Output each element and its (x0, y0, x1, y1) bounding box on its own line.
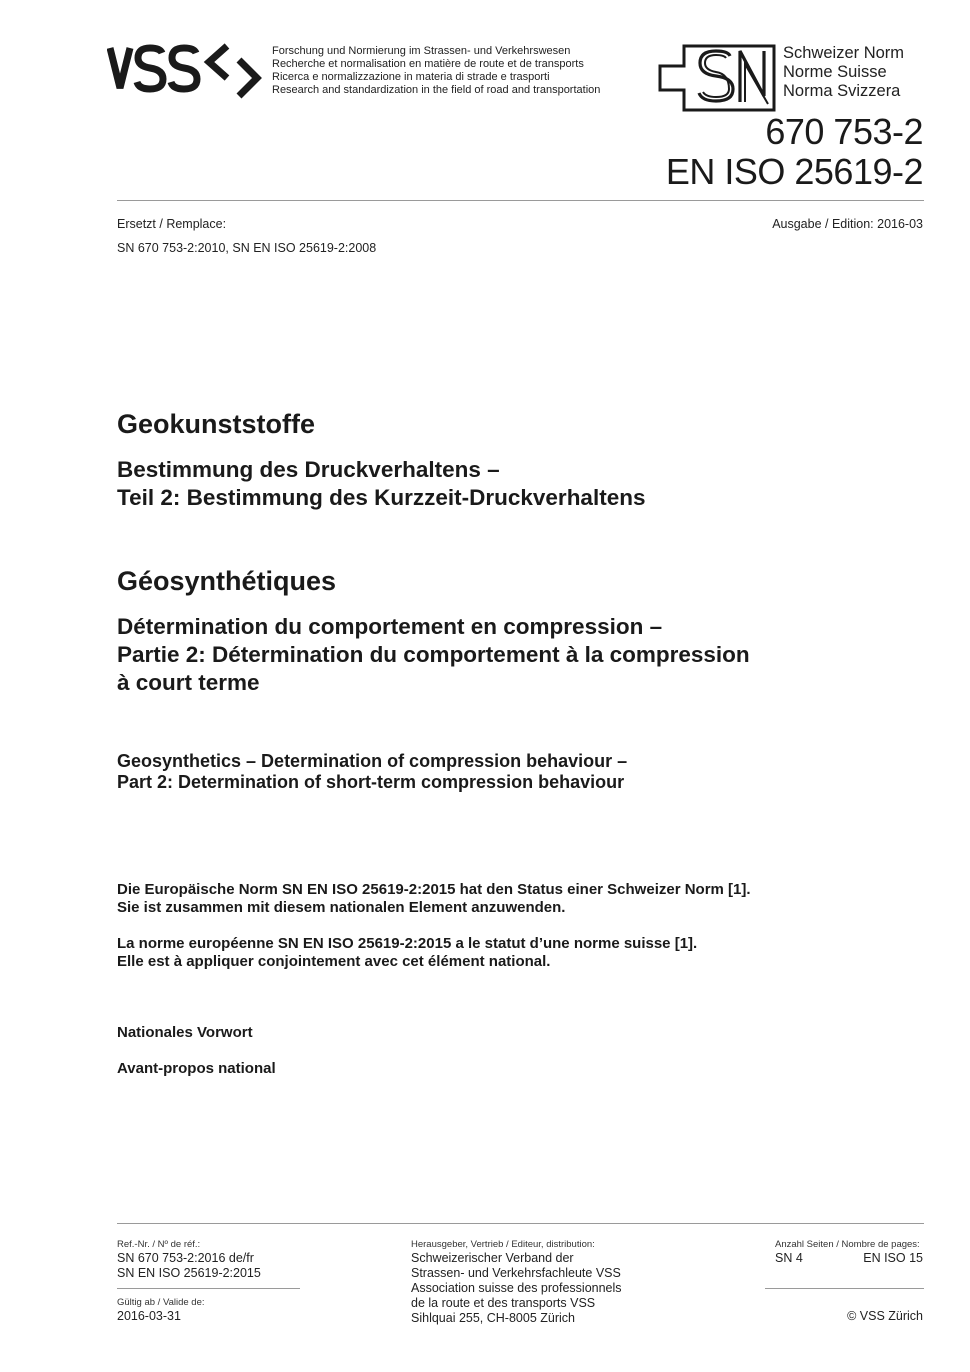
en-iso-standard-number: EN ISO 25619-2 (665, 151, 923, 192)
valid-value: 2016-03-31 (117, 1309, 181, 1323)
vss-logo (107, 40, 267, 102)
pages-en: EN ISO 15 (863, 1251, 923, 1265)
title-de-sub (117, 456, 645, 512)
sn-name-de: Schweizer Norm (783, 44, 905, 62)
footer-validity (117, 1297, 205, 1324)
title-en-line-1: Geosynthetics – Determination of compression behaviour – (117, 751, 628, 771)
sn-name-it: Norma Svizzera (783, 82, 901, 100)
ref-label: Ref.-Nr. / Nº de réf.: (117, 1239, 201, 1250)
replaces-value: SN 670 753-2:2010, SN EN ISO 25619-2:2008 (117, 241, 377, 255)
tagline-line-en: Research and standardization in the field of road and transportation (272, 84, 601, 96)
footer-pages-divider (765, 1288, 924, 1289)
title-fr-sub-line-3: à court terme (117, 670, 260, 695)
notice-de (117, 881, 751, 917)
publisher-line-1: Schweizerischer Verband der (411, 1251, 574, 1265)
publisher-line-2: Strassen- und Verkehrsfachleute VSS (411, 1266, 621, 1280)
notice-fr-line-2: Elle est à appliquer conjointement avec cet élément national. (117, 953, 551, 970)
title-fr-main: Géosynthétiques (117, 566, 337, 596)
footer-divider (117, 1223, 924, 1224)
header-divider (117, 200, 924, 201)
title-de-main: Geokunststoffe (117, 409, 316, 439)
vss-tagline (272, 45, 600, 97)
replaces-label: Ersetzt / Remplace: (117, 217, 227, 231)
ref-value-en: SN EN ISO 25619-2:2015 (117, 1266, 261, 1280)
title-en-line-2: Part 2: Determination of short-term compression behaviour (117, 772, 625, 792)
foreword-de-heading: Nationales Vorwort (117, 1024, 253, 1041)
footer-reference (117, 1239, 261, 1281)
sn-standard-number: 670 753-2 (765, 111, 923, 152)
pages-label: Anzahl Seiten / Nombre de pages: (775, 1239, 920, 1250)
sn-name-fr: Norme Suisse (783, 63, 887, 81)
title-fr-sub-line-2: Partie 2: Détermination du comportement à la compression (117, 642, 750, 667)
copyright: © VSS Zürich (847, 1309, 923, 1323)
publisher-label: Herausgeber, Vertrieb / Editeur, distribution: (411, 1239, 595, 1250)
notice-fr-line-1: La norme européenne SN EN ISO 25619-2:2015 a le statut d’une norme suisse [1]. (117, 935, 698, 952)
pages-sn: SN 4 (775, 1251, 803, 1265)
publisher-line-4: de la route et des transports VSS (411, 1296, 596, 1310)
footer-publisher (411, 1239, 622, 1326)
edition-date: Ausgabe / Edition: 2016-03 (772, 217, 923, 231)
notice-de-line-2: Sie ist zusammen mit diesem nationalen Element anzuwenden. (117, 899, 566, 916)
title-fr-sub (117, 613, 750, 697)
tagline-line-de: Forschung und Normierung im Strassen- und Verkehrswesen (272, 45, 571, 57)
notice-de-line-1: Die Europäische Norm SN EN ISO 25619-2:2015 hat den Status einer Schweizer Norm [1]. (117, 881, 751, 898)
tagline-line-it: Ricerca e normalizzazione in materia di strade e trasporti (272, 71, 550, 83)
title-de-sub-line-2: Teil 2: Bestimmung des Kurzzeit-Druckverhaltens (117, 485, 646, 510)
title-de-sub-line-1: Bestimmung des Druckverhaltens – (117, 457, 500, 482)
sn-logo (656, 44, 781, 112)
title-en (117, 751, 627, 793)
publisher-line-5: Sihlquai 255, CH-8005 Zürich (411, 1311, 575, 1325)
valid-label: Gültig ab / Valide de: (117, 1297, 205, 1308)
ref-value-sn: SN 670 753-2:2016 de/fr (117, 1251, 254, 1265)
sn-norm-names (783, 44, 904, 101)
foreword-fr-heading: Avant-propos national (117, 1060, 276, 1077)
notice-fr (117, 935, 697, 971)
footer-ref-divider (117, 1288, 300, 1289)
tagline-line-fr: Recherche et normalisation en matière de route et de transports (272, 58, 584, 70)
publisher-line-3: Association suisse des professionnels (411, 1281, 622, 1295)
title-fr-sub-line-1: Détermination du comportement en compression – (117, 614, 663, 639)
